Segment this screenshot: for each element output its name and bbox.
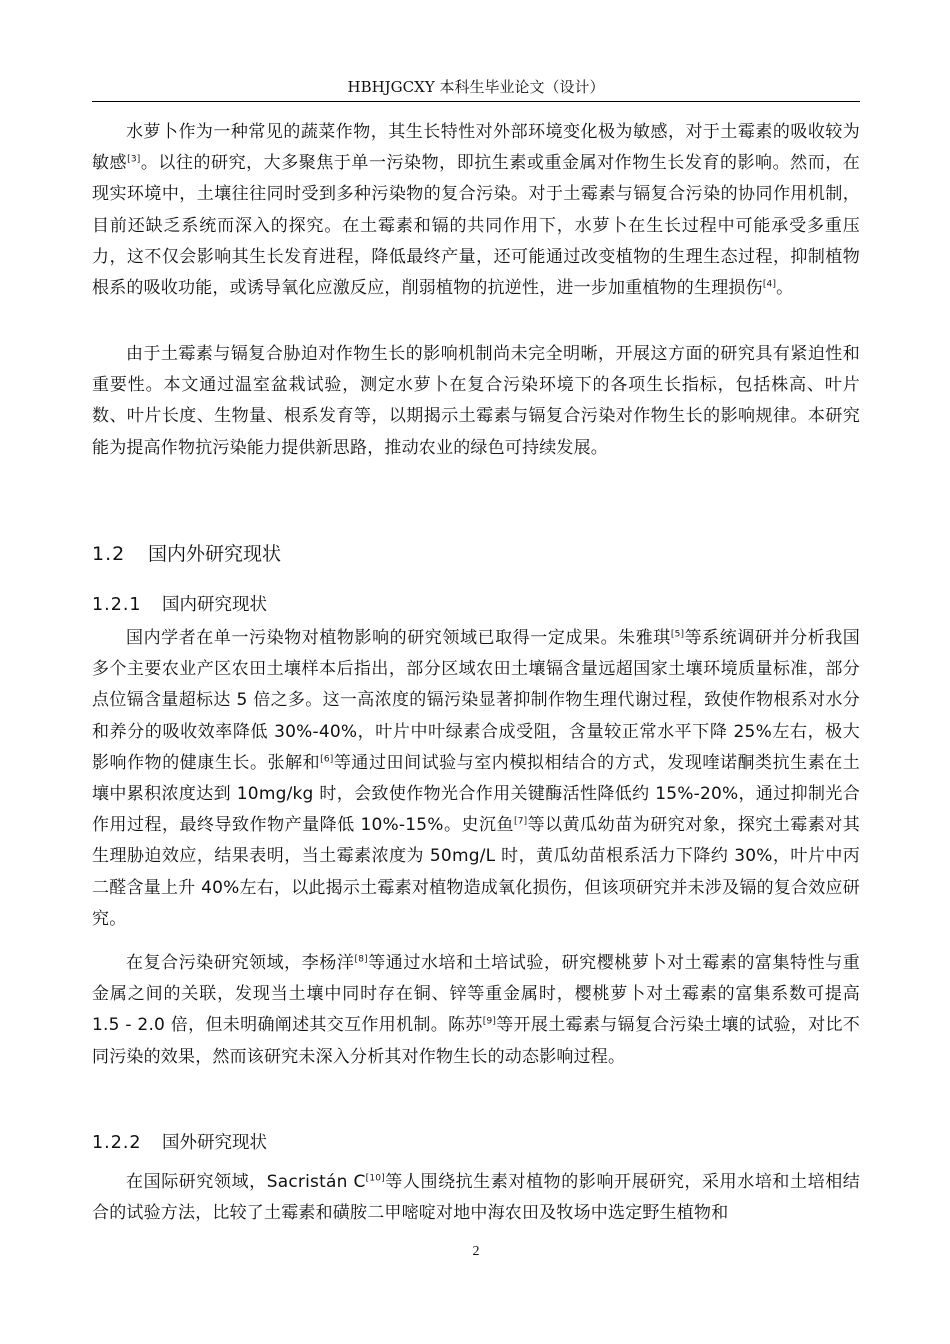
section-number: 1.2 [92, 543, 126, 565]
paragraph-intro [92, 117, 860, 304]
citation-ref: [3] [127, 154, 141, 165]
paragraph-text: 等人围绕抗生素对植物的影响开展研究，采用水培和土培相结合的试验方法，比较了土霉素和磺胺二甲嘧啶对地中海农田及牧场中选定野生植物和 [92, 1172, 860, 1224]
section-heading-1-2-1 [92, 592, 860, 618]
section-heading-1-2 [92, 540, 860, 568]
paragraph-text: 在国际研究领域，Sacristán C [126, 1172, 366, 1192]
section-title: 国内研究现状 [162, 595, 267, 615]
paragraph-text: 。 [776, 278, 794, 299]
paragraph-text: 水萝卜作为一种常见的蔬菜作物，其生长特性对外部环境变化极为敏感，对于土霉素的吸收较为敏感 [92, 122, 860, 174]
section-number: 1.2.1 [92, 595, 142, 615]
paragraph-international [92, 1167, 860, 1229]
page-number: 2 [472, 1244, 480, 1259]
paragraph-text: 国内学者在单一污染物对植物影响的研究领域已取得一定成果。朱雅琪 [126, 628, 671, 648]
paragraph-domestic-single [92, 623, 860, 935]
paragraph-domestic-compound [92, 948, 860, 1073]
page-header: HBHJGCXY 本科生毕业论文（设计） [347, 78, 605, 96]
section-number: 1.2.2 [92, 1133, 142, 1153]
citation-ref: [10] [365, 1173, 385, 1184]
citation-ref: [7] [513, 816, 528, 827]
paragraph-significance [92, 339, 860, 464]
section-title: 国外研究现状 [162, 1133, 267, 1153]
paragraph-text: 等开展土霉素与镉复合污染土壤的试验，对比不同污染的效果，然而该研究未深入分析其对作物生长的动态影响过程。 [92, 1015, 860, 1067]
section-title: 国内外研究现状 [148, 543, 282, 565]
citation-ref: [6] [320, 754, 334, 765]
paragraph-text: 等系统调研并分析我国多个主要农业产区农田土壤样本后指出，部分区域农田土壤镉含量远超国家土壤环境质量标准，部分点位镉含量超标达 5 倍之多。这一高浓度的镉污染显著抑制作物生理代谢过程，致使作物根系对水分和养分的吸收效率降低 30%-40%，叶片中叶绿素合成受阻，含量较正常水平下降 25%左右，极大影响作物的健康生长。张解和 [92, 628, 860, 773]
paragraph-text: 等通过田间试验与室内模拟相结合的方式，发现喹诺酮类抗生素在土壤中累积浓度达到 10mg/kg 时，会致使作物光合作用关键酶活性降低约 15%-20%，通过抑制光合作用过程，最终导致作物产量降低 10%-15%。史沉鱼 [92, 752, 861, 836]
paragraph-text: 等以黄瓜幼苗为研究对象，探究土霉素对其生理胁迫效应，结果表明，当土霉素浓度为 50mg/L 时，黄瓜幼苗根系活力下降约 30%，叶片中丙二醛含量上升 40%左右，以此揭示土霉素对植物造成氧化损伤，但该项研究并未涉及镉的复合效应研究。 [92, 815, 860, 929]
section-heading-1-2-2 [92, 1130, 860, 1156]
paragraph-text: 。以往的研究，大多聚焦于单一污染物，即抗生素或重金属对作物生长发育的影响。然而，在现实环境中，土壤往往同时受到多种污染物的复合污染。对于土霉素与镉复合污染的协同作用机制，目前还缺乏系统而深入的探究。在土霉素和镉的共同作用下，水萝卜在生长过程中可能承受多重压力，这不仅会影响其生长发育进程，降低最终产量，还可能通过改变植物的生理生态过程，抑制植物根系的吸收功能，或诱导氧化应激反应，削弱植物的抗逆性，进一步加重植物的生理损伤 [92, 153, 860, 299]
citation-ref: [4] [762, 279, 777, 290]
citation-ref: [8] [354, 954, 368, 965]
header-divider [92, 101, 860, 102]
citation-ref: [9] [482, 1016, 497, 1027]
paragraph-text: 在复合污染研究领域，李杨洋 [126, 953, 355, 973]
paragraph-text: 等通过水培和土培试验，研究樱桃萝卜对土霉素的富集特性与重金属之间的关联，发现当土壤中同时存在铜、锌等重金属时，樱桃萝卜对土霉素的富集系数可提高 1.5 - 2.0 倍，但未明确阐述其交互作用机制。陈苏 [92, 953, 860, 1036]
paragraph-text: 由于土霉素与镉复合胁迫对作物生长的影响机制尚未完全明晰，开展这方面的研究具有紧迫性和重要性。本文通过温室盆栽试验，测定水萝卜在复合污染环境下的各项生长指标，包括株高、叶片数、叶片长度、生物量、根系发育等，以期揭示土霉素与镉复合污染对作物生长的影响规律。本研究能为提高作物抗污染能力提供新思路，推动农业的绿色可持续发展。 [92, 344, 860, 458]
citation-ref: [5] [670, 629, 685, 640]
